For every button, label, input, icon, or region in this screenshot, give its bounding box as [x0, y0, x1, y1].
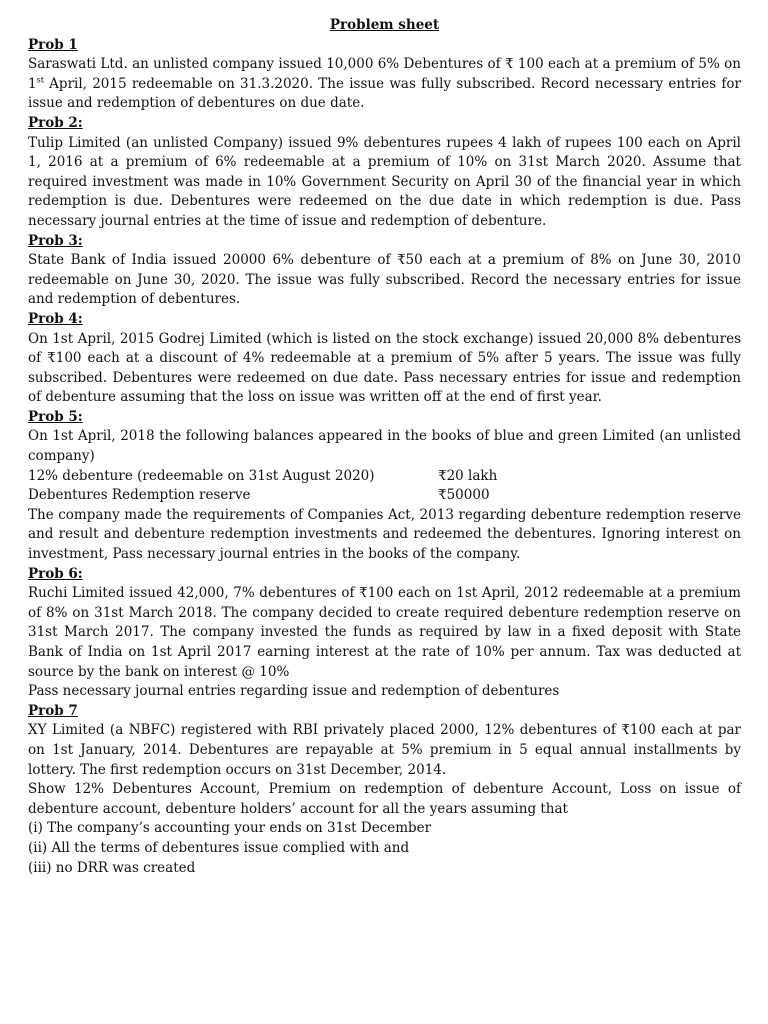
prob-7-condition: (ii) All the terms of debentures issue complied with and	[28, 839, 410, 856]
balance-value: ₹20 lakh	[438, 467, 498, 484]
prob-1-superscript: st	[36, 75, 44, 85]
page-title: Problem sheet	[329, 17, 440, 33]
prob-5-heading: Prob 5:	[28, 408, 83, 425]
prob-7-condition: (i) The company’s accounting your ends on 31st December	[28, 820, 432, 837]
prob-5-text: The company made the requirements of Companies Act, 2013 regarding debenture redemption reserve and result and debenture redemption investments and redeemed the debentures. Ignoring interest on investment, Pass necessary journal entries in the books of the company.	[28, 506, 741, 563]
prob-2-text: Tulip Limited (an unlisted Company) issued 9% debentures rupees 4 lakh of rupees 100 each on April 1, 2016 at a premium of 6% redeemable at a premium of 10% on 31st March 2020. Assume that required investment was made in 10% Government Security on April 30 of the financial year in which redemption is due. Debentures were redeemed on the due date in which redemption is due. Pass necessary journal entries at the time of issue and redemption of debenture.	[28, 134, 741, 229]
prob-2-heading: Prob 2:	[28, 114, 83, 131]
prob-1-heading: Prob 1	[28, 36, 78, 53]
balance-value: ₹50000	[438, 487, 490, 504]
prob-1-text	[28, 55, 741, 114]
prob-6-instruction: Pass necessary journal entries regarding issue and redemption of debentures	[28, 683, 560, 700]
prob-6-heading: Prob 6:	[28, 565, 83, 582]
balance-label: Debentures Redemption reserve	[28, 487, 251, 504]
prob-4-text: On 1st April, 2015 Godrej Limited (which is listed on the stock exchange) issued 20,000 8% debentures of ₹100 each at a discount of 4% redeemable at a premium of 5% after 5 years. The issue was fully subscribed. Debentures were redeemed on due date. Pass necessary entries for issue and redemption of debenture assuming that the loss on issue was written off at the end of first year.	[28, 330, 741, 406]
prob-7-condition: (iii) no DRR was created	[28, 859, 196, 876]
problem-sheet	[28, 16, 741, 878]
balance-row	[28, 486, 741, 506]
prob-7-heading: Prob 7	[28, 702, 78, 719]
prob-5-intro: On 1st April, 2018 the following balances appeared in the books of blue and green Limited (an unlisted company)	[28, 428, 741, 465]
balance-label: 12% debenture (redeemable on 31st August 2020)	[28, 467, 375, 484]
prob-1-text-b: April, 2015 redeemable on 31.3.2020. The issue was fully subscribed. Record necessary entries for issue and redemption of debentures on due date.	[28, 75, 741, 112]
prob-4-heading: Prob 4:	[28, 310, 83, 327]
prob-1-text-a: Saraswati Ltd. an unlisted company issued 10,000 6% Debentures of ₹ 100 each at a premium of 5% on 1	[28, 56, 741, 92]
prob-3-text: State Bank of India issued 20000 6% debenture of ₹50 each at a premium of 8% on June 30, 2010 redeemable on June 30, 2020. The issue was fully subscribed. Record the necessary entries for issue and redemption of debentures.	[28, 252, 741, 308]
prob-6-text: Ruchi Limited issued 42,000, 7% debentures of ₹100 each on 1st April, 2012 redeemable at a premium of 8% on 31st March 2018. The company decided to create required debenture redemption reserve on 31st March 2017. The company invested the funds as required by law in a fixed deposit with State Bank of India on 1st April 2017 earning interest at the rate of 10% per annum. Tax was deducted at source by the bank on interest @ 10%	[28, 585, 741, 680]
prob-7-text: XY Limited (a NBFC) registered with RBI privately placed 2000, 12% debentures of ₹100 each at par on 1st January, 2014. Debentures are repayable at 5% premium in 5 equal annual installments by lottery. The first redemption occurs on 31st December, 2014.	[28, 722, 741, 778]
balance-row	[28, 467, 741, 487]
prob-3-heading: Prob 3:	[28, 232, 83, 249]
prob-7-instruction: Show 12% Debentures Account, Premium on redemption of debenture Account, Loss on issue of debenture account, debenture holders’ account for all the years assuming that	[28, 781, 741, 817]
